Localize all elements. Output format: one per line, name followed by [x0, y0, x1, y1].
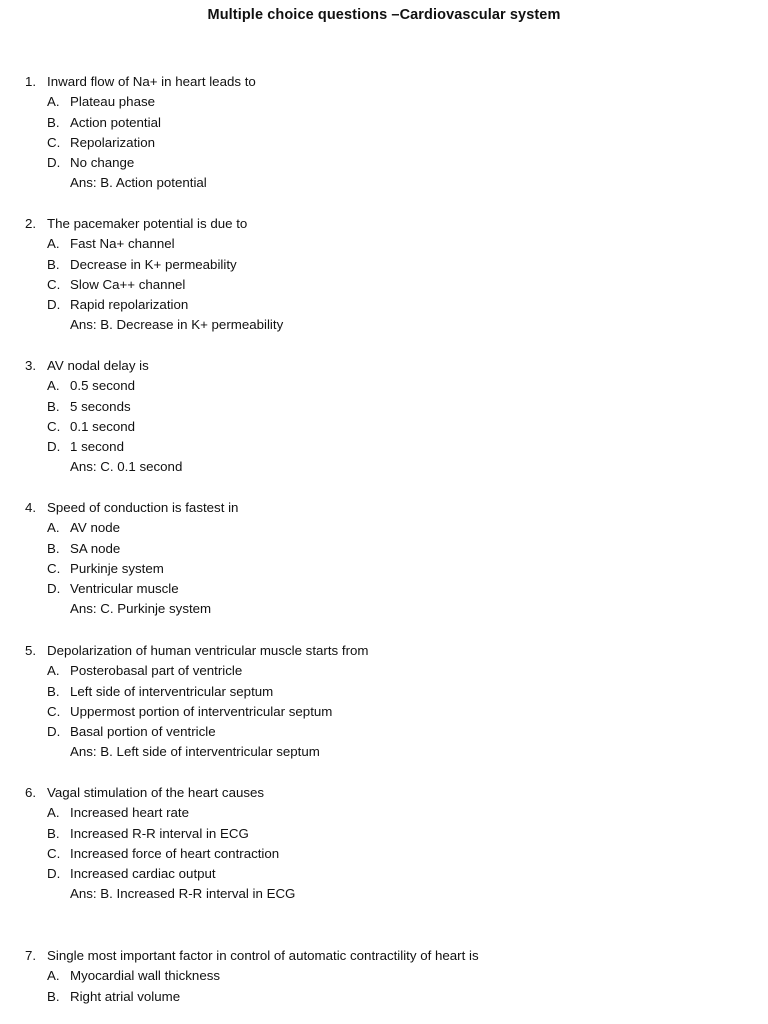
question-stem: [25, 641, 745, 661]
question-text: Speed of conduction is fastest in: [47, 500, 239, 515]
option-d: [25, 864, 745, 884]
answer: Ans: B. Increased R-R interval in ECG: [70, 886, 296, 902]
question-stem: [25, 498, 745, 518]
option-d: [25, 722, 745, 742]
option-text: No change: [70, 155, 135, 171]
option-d: [25, 295, 745, 315]
option-letter: B.: [47, 114, 60, 130]
option-d: [25, 437, 745, 457]
option-text: 1 second: [70, 439, 124, 455]
question-stem: [25, 946, 745, 966]
question-text: Vagal stimulation of the heart causes: [47, 785, 265, 800]
option-c: [25, 559, 745, 579]
option-text: Action potential: [70, 114, 161, 130]
answer: Ans: C. Purkinje system: [70, 601, 212, 617]
question-stem: [25, 356, 745, 376]
option-a: [25, 661, 745, 681]
option-letter: B.: [47, 398, 60, 414]
option-letter: B.: [47, 825, 60, 841]
page-title: Multiple choice questions –Cardiovascular system: [207, 7, 561, 23]
option-text: Posterobasal part of ventricle: [70, 663, 243, 679]
option-c: [25, 133, 745, 153]
option-letter: B.: [47, 988, 60, 1004]
question-number: 4.: [25, 500, 37, 515]
option-letter: A.: [47, 805, 60, 821]
option-text: Rapid repolarization: [70, 297, 189, 313]
question-stem: [25, 72, 745, 92]
option-letter: C.: [47, 703, 61, 719]
option-b: [25, 539, 745, 559]
option-text: 0.5 second: [70, 378, 136, 394]
question-stem: [25, 783, 745, 803]
question-1: [25, 72, 745, 194]
option-c: [25, 702, 745, 722]
option-text: AV node: [70, 520, 121, 536]
answer: Ans: B. Left side of interventricular septum: [70, 744, 320, 760]
option-letter: A.: [47, 378, 60, 394]
option-c: [25, 275, 745, 295]
option-text: Basal portion of ventricle: [70, 724, 216, 740]
option-text: Myocardial wall thickness: [70, 968, 221, 984]
answer: Ans: C. 0.1 second: [70, 459, 183, 475]
option-letter: C.: [47, 560, 61, 576]
question-stem: [25, 214, 745, 234]
option-text: Increased cardiac output: [70, 866, 216, 882]
option-text: Increased R-R interval in ECG: [70, 825, 249, 841]
question-number: 6.: [25, 785, 37, 800]
option-text: 0.1 second: [70, 418, 136, 434]
option-letter: C.: [47, 845, 61, 861]
option-letter: D.: [47, 581, 61, 597]
option-letter: C.: [47, 134, 61, 150]
question-3: [25, 356, 745, 478]
option-a: [25, 803, 745, 823]
question-number: 2.: [25, 216, 37, 231]
option-c: [25, 417, 745, 437]
option-letter: A.: [47, 968, 60, 984]
option-letter: B.: [47, 256, 60, 272]
option-text: Slow Ca++ channel: [70, 276, 186, 292]
question-text: Depolarization of human ventricular muscle starts from: [47, 643, 369, 658]
option-a: [25, 518, 745, 538]
option-text: SA node: [70, 540, 121, 556]
option-b: [25, 824, 745, 844]
question-number: 7.: [25, 948, 37, 963]
option-text: Ventricular muscle: [70, 581, 179, 597]
option-letter: A.: [47, 236, 60, 252]
option-text: Left side of interventricular septum: [70, 683, 274, 699]
option-text: Increased heart rate: [70, 805, 190, 821]
option-text: Right atrial volume: [70, 988, 181, 1004]
option-letter: D.: [47, 439, 61, 455]
option-b: [25, 987, 745, 1007]
option-letter: A.: [47, 663, 60, 679]
option-letter: D.: [47, 297, 61, 313]
option-b: [25, 255, 745, 275]
option-letter: C.: [47, 276, 61, 292]
option-a: [25, 92, 745, 112]
option-d: [25, 153, 745, 173]
option-b: [25, 682, 745, 702]
question-number: 5.: [25, 643, 37, 658]
option-a: [25, 966, 745, 986]
option-c: [25, 844, 745, 864]
question-text: The pacemaker potential is due to: [47, 216, 248, 231]
option-letter: D.: [47, 866, 61, 882]
option-d: [25, 579, 745, 599]
question-4: [25, 498, 745, 620]
option-letter: D.: [47, 155, 61, 171]
question-text: Inward flow of Na+ in heart leads to: [47, 74, 256, 89]
option-text: Purkinje system: [70, 560, 164, 576]
question-5: [25, 641, 745, 763]
option-text: Increased force of heart contraction: [70, 845, 280, 861]
question-7: [25, 946, 745, 1007]
option-text: 5 seconds: [70, 398, 131, 414]
question-text: AV nodal delay is: [47, 358, 149, 373]
option-letter: A.: [47, 94, 60, 110]
option-text: Fast Na+ channel: [70, 236, 175, 252]
option-letter: D.: [47, 724, 61, 740]
option-b: [25, 397, 745, 417]
option-text: Uppermost portion of interventricular septum: [70, 703, 333, 719]
answer: Ans: B. Action potential: [70, 175, 207, 191]
option-letter: A.: [47, 520, 60, 536]
question-6: [25, 783, 745, 905]
option-letter: C.: [47, 418, 61, 434]
option-a: [25, 376, 745, 396]
question-number: 1.: [25, 74, 37, 89]
option-text: Plateau phase: [70, 94, 156, 110]
question-text: Single most important factor in control of automatic contractility of heart is: [47, 948, 479, 963]
option-letter: B.: [47, 540, 60, 556]
option-letter: B.: [47, 683, 60, 699]
question-number: 3.: [25, 358, 37, 373]
option-b: [25, 113, 745, 133]
option-text: Decrease in K+ permeability: [70, 256, 237, 272]
option-a: [25, 234, 745, 254]
answer: Ans: B. Decrease in K+ permeability: [70, 317, 284, 333]
option-text: Repolarization: [70, 134, 156, 150]
question-2: [25, 214, 745, 336]
